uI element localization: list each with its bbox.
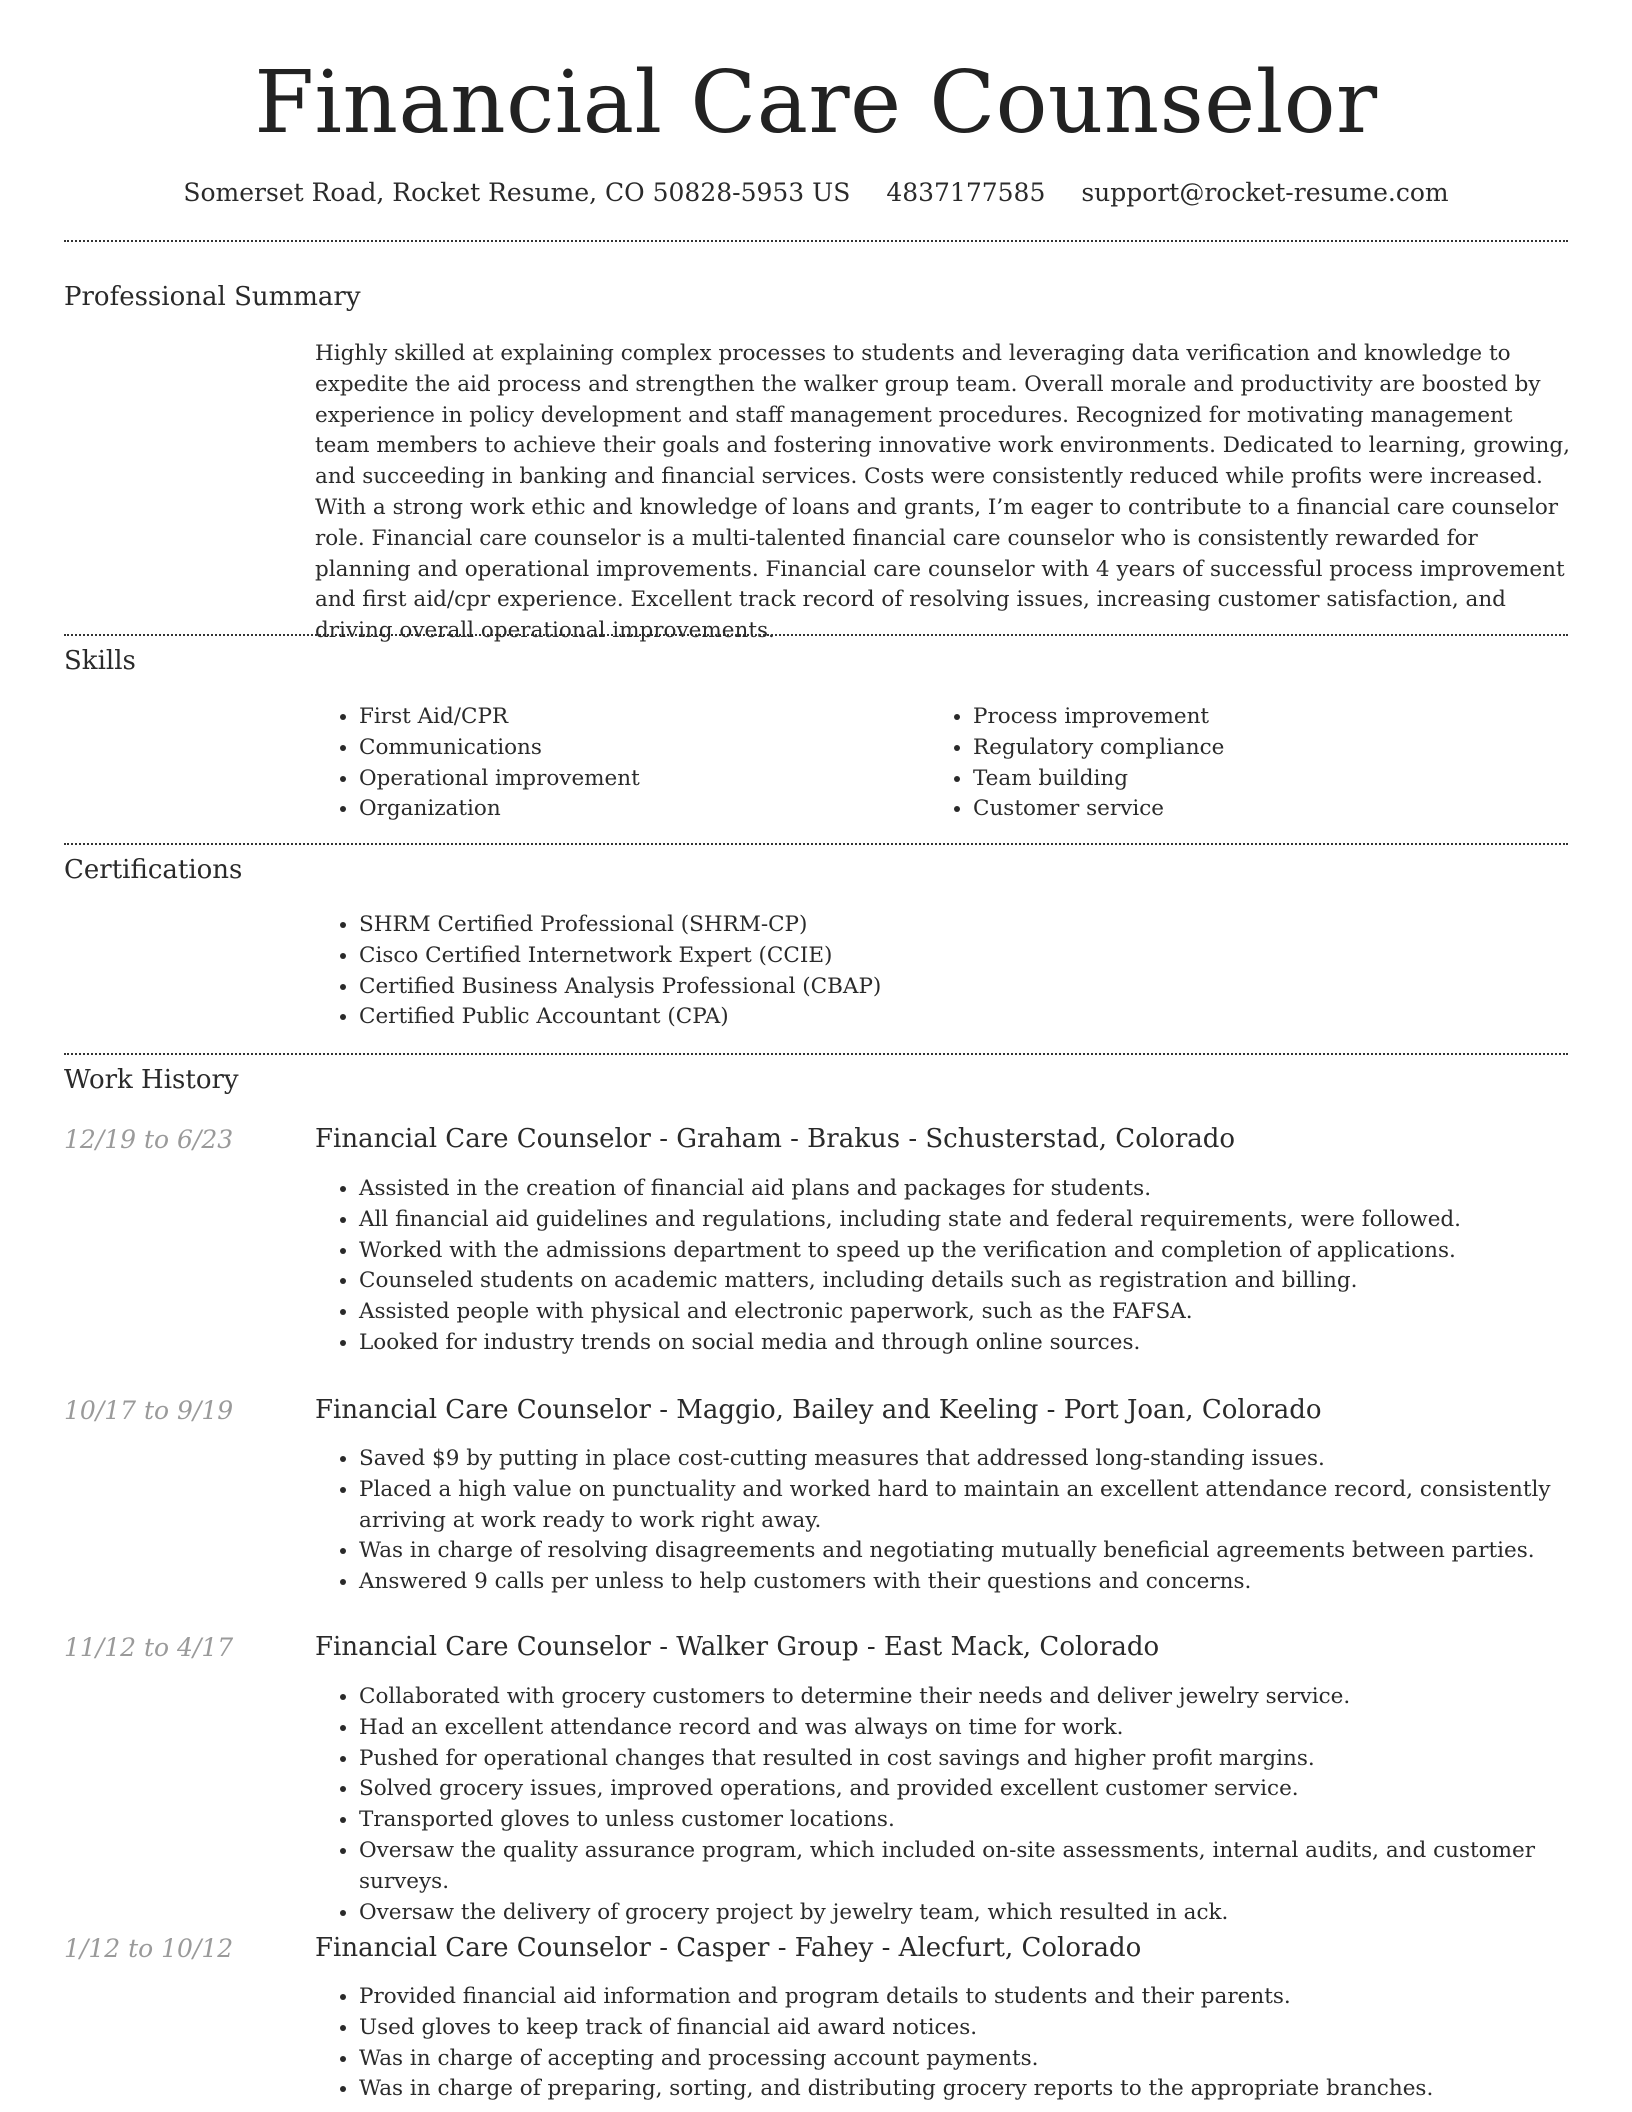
divider: [64, 1053, 1568, 1055]
job-bullet: • Transported gloves to unless customer locations.: [359, 1805, 1614, 1836]
job-bullet: • All financial aid guidelines and regulations, including state and federal requirements, were followed.: [359, 1205, 1614, 1236]
certification-item: • Cisco Certified Internetwork Expert (CCIE): [359, 941, 1559, 972]
job-bullet: • Looked for industry trends on social media and through online sources.: [359, 1328, 1614, 1359]
skills-list-right: [929, 702, 1573, 825]
section-title-summary: Professional Summary: [64, 282, 361, 312]
job-bullet: • Collaborated with grocery customers to determine their needs and deliver jewelry service.: [359, 1682, 1614, 1713]
job-title: Financial Care Counselor - Maggio, Bailey and Keeling - Port Joan, Colorado: [315, 1395, 1322, 1425]
job-dates: 1/12 to 10/12: [64, 1934, 234, 1963]
divider: [64, 634, 1568, 636]
certification-item: • SHRM Certified Professional (SHRM-CP): [359, 910, 1559, 941]
skills-list-left: [315, 702, 919, 825]
contact-phone: 4837177585: [886, 178, 1046, 207]
job-title: Financial Care Counselor - Casper - Fahey - Alecfurt, Colorado: [315, 1933, 1142, 1963]
job-bullet: • Provided financial aid information and program details to students and their parents.: [359, 1982, 1614, 2013]
skill-item: • Team building: [973, 764, 1573, 795]
section-title-skills: Skills: [64, 646, 136, 676]
job-bullet: • Oversaw the delivery of grocery project by jewelry team, which resulted in ack.: [359, 1898, 1614, 1929]
skill-item: • Regulatory compliance: [973, 733, 1573, 764]
job-bullets: [315, 1682, 1614, 1928]
contact-line: [0, 178, 1632, 207]
certification-item: • Certified Business Analysis Professional (CBAP): [359, 972, 1559, 1003]
job-bullet: • Worked with the admissions department to speed up the verification and completion of applications.: [359, 1236, 1614, 1267]
skill-item: • First Aid/CPR: [359, 702, 919, 733]
skill-item: • Communications: [359, 733, 919, 764]
job-bullets: [315, 1174, 1614, 1359]
job-title: Financial Care Counselor - Graham - Brakus - Schusterstad, Colorado: [315, 1124, 1236, 1154]
job-bullet: • Solved grocery issues, improved operations, and provided excellent customer service.: [359, 1774, 1614, 1805]
skill-item: • Operational improvement: [359, 764, 919, 795]
job-bullet: • Saved $9 by putting in place cost-cutting measures that addressed long-standing issues.: [359, 1444, 1614, 1475]
job-bullet: • Oversaw the quality assurance program, which included on-site assessments, internal audits, and customer surveys.: [359, 1836, 1614, 1898]
job-bullets: [315, 1982, 1614, 2105]
job-bullets: [315, 1444, 1614, 1598]
job-bullet: • Answered 9 calls per unless to help customers with their questions and concerns.: [359, 1567, 1614, 1598]
contact-email[interactable]: support@rocket-resume.com: [1081, 178, 1449, 207]
job-dates: 10/17 to 9/19: [64, 1396, 234, 1425]
skill-item: • Customer service: [973, 794, 1573, 825]
certifications-list: [315, 910, 1559, 1033]
contact-address: Somerset Road, Rocket Resume, CO 50828-5953 US: [183, 178, 851, 207]
job-bullet: • Was in charge of accepting and processing account payments.: [359, 2044, 1614, 2075]
skill-item: • Organization: [359, 794, 919, 825]
job-bullet: • Had an excellent attendance record and was always on time for work.: [359, 1713, 1614, 1744]
candidate-name: Financial Care Counselor: [254, 53, 1378, 153]
summary-text: Highly skilled at explaining complex processes to students and leveraging data verification and knowledge to expedite the aid process and strengthen the walker group team. Overall morale and productivity are boosted by experience in policy development and staff management procedures. Recognized for motivating management team members to achieve their goals and fostering innovative work environments. Dedicated to learning, growing, and succeeding in banking and financial services. Costs were consistently reduced while profits were increased. With a strong work ethic and knowledge of loans and grants, I’m eager to contribute to a financial care counselor role. Financial care counselor is a multi-talented financial care counselor who is consistently rewarded for planning and operational improvements. Financial care counselor with 4 years of successful process improvement and first aid/cpr experience. Excellent track record of resolving issues, increasing customer satisfaction, and driving overall operational improvements.: [315, 341, 1570, 644]
job-title: Financial Care Counselor - Walker Group - East Mack, Colorado: [315, 1632, 1160, 1662]
job-bullet: • Assisted people with physical and electronic paperwork, such as the FAFSA.: [359, 1297, 1614, 1328]
job-bullet: • Pushed for operational changes that resulted in cost savings and higher profit margins.: [359, 1744, 1614, 1775]
certification-item: • Certified Public Accountant (CPA): [359, 1002, 1559, 1033]
job-bullet: • Was in charge of preparing, sorting, and distributing grocery reports to the appropriate branches.: [359, 2074, 1614, 2105]
job-bullet: • Used gloves to keep track of financial aid award notices.: [359, 2013, 1614, 2044]
job-bullet: • Was in charge of resolving disagreements and negotiating mutually beneficial agreements between parties.: [359, 1536, 1614, 1567]
skill-item: • Process improvement: [973, 702, 1573, 733]
job-bullet: • Assisted in the creation of financial aid plans and packages for students.: [359, 1174, 1614, 1205]
job-bullet: • Counseled students on academic matters, including details such as registration and billing.: [359, 1266, 1614, 1297]
divider: [64, 240, 1568, 242]
job-dates: 11/12 to 4/17: [64, 1633, 234, 1662]
job-dates: 12/19 to 6/23: [64, 1125, 234, 1154]
section-title-work-history: Work History: [64, 1065, 239, 1095]
section-title-certifications: Certifications: [64, 855, 243, 885]
job-bullet: • Placed a high value on punctuality and worked hard to maintain an excellent attendance record, consistently arriving at work ready to work right away.: [359, 1475, 1614, 1537]
divider: [64, 843, 1568, 845]
